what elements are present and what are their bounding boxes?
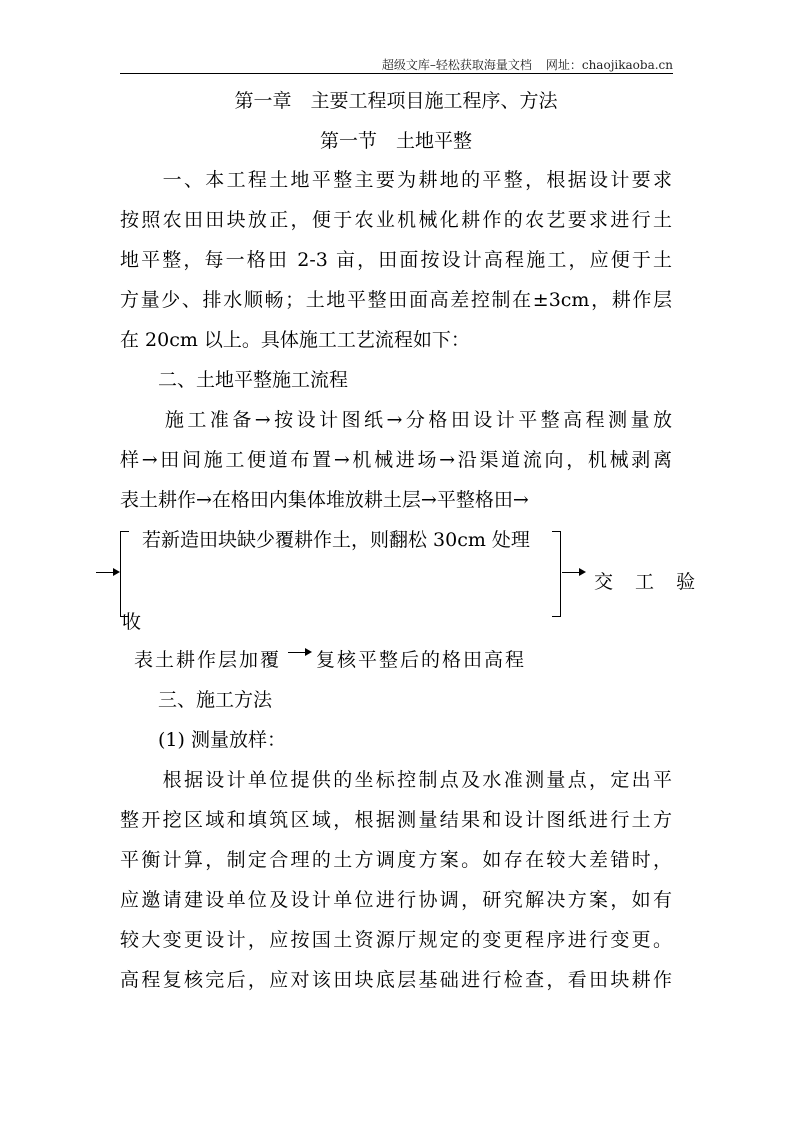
flow-acceptance-text: 交 工 验 xyxy=(594,571,704,593)
flow-recheck-text: 复核平整后的格田高程 xyxy=(316,649,527,671)
paragraph-line: 地平整，每一格田 2-3 亩，田面按设计高程施工，应便于土 xyxy=(120,249,672,271)
header-site-name: 超级文库–轻松获取海量文档 xyxy=(381,58,532,72)
paragraph-line: 表土耕作→在格田内集体堆放耕土层→平整格田→ xyxy=(120,489,529,511)
page-header xyxy=(368,56,673,73)
paragraph-line: 按照农田田块放正，便于农业机械化耕作的农艺要求进行土 xyxy=(120,209,672,231)
paragraph-line: 整开挖区域和填筑区域，根据测量结果和设计图纸进行土方 xyxy=(120,809,672,831)
flow-arrow-mid xyxy=(288,652,310,653)
paragraph-line: 在 20cm 以上。具体施工工艺流程如下： xyxy=(120,329,470,351)
flow-cover-text: 表土耕作层加覆 xyxy=(134,649,282,671)
section-title: 第一节 土地平整 xyxy=(319,130,472,152)
chapter-title: 第一章 主要工程项目施工程序、方法 xyxy=(234,90,558,112)
flow-arrow-in xyxy=(96,572,118,573)
paragraph-line: 三、施工方法 xyxy=(120,689,273,711)
right-bracket xyxy=(552,531,561,617)
paragraph-line: 一、本工程土地平整主要为耕地的平整，根据设计要求 xyxy=(120,169,672,191)
paragraph-line: (1) 测量放样： xyxy=(120,729,286,751)
paragraph-line: 根据设计单位提供的坐标控制点及水准测量点，定出平 xyxy=(120,769,672,791)
paragraph-line: 较大变更设计，应按国土资源厅规定的变更程序进行变更。 xyxy=(120,929,672,951)
paragraph-line: 应邀请建设单位及设计单位进行协调，研究解决方案，如有 xyxy=(120,889,672,911)
left-bracket xyxy=(120,531,129,617)
paragraph-line: 方量少、排水顺畅；土地平整田面高差控制在±3cm，耕作层 xyxy=(120,289,672,311)
flow-branch-text: 若新造田块缺少覆耕作土，则翻松 30cm 处理 xyxy=(142,529,530,551)
paragraph-line: 样→田间施工便道布置→机械进场→沿渠道流向，机械剥离 xyxy=(120,449,672,471)
paragraph-line: 平衡计算，制定合理的土方调度方案。如存在较大差错时， xyxy=(120,849,672,871)
flow-arrow-out xyxy=(562,572,584,573)
flow-acceptance-wrap: 收 xyxy=(122,611,142,633)
paragraph-line: 高程复核完后，应对该田块底层基础进行检查，看田块耕作 xyxy=(120,969,672,991)
paragraph-line: 二、土地平整施工流程 xyxy=(120,369,349,391)
header-rule xyxy=(120,73,673,74)
paragraph-line: 施工准备→按设计图纸→分格田设计平整高程测量放 xyxy=(120,409,672,431)
header-url: 网址：chaojikaoba.cn xyxy=(545,58,673,72)
